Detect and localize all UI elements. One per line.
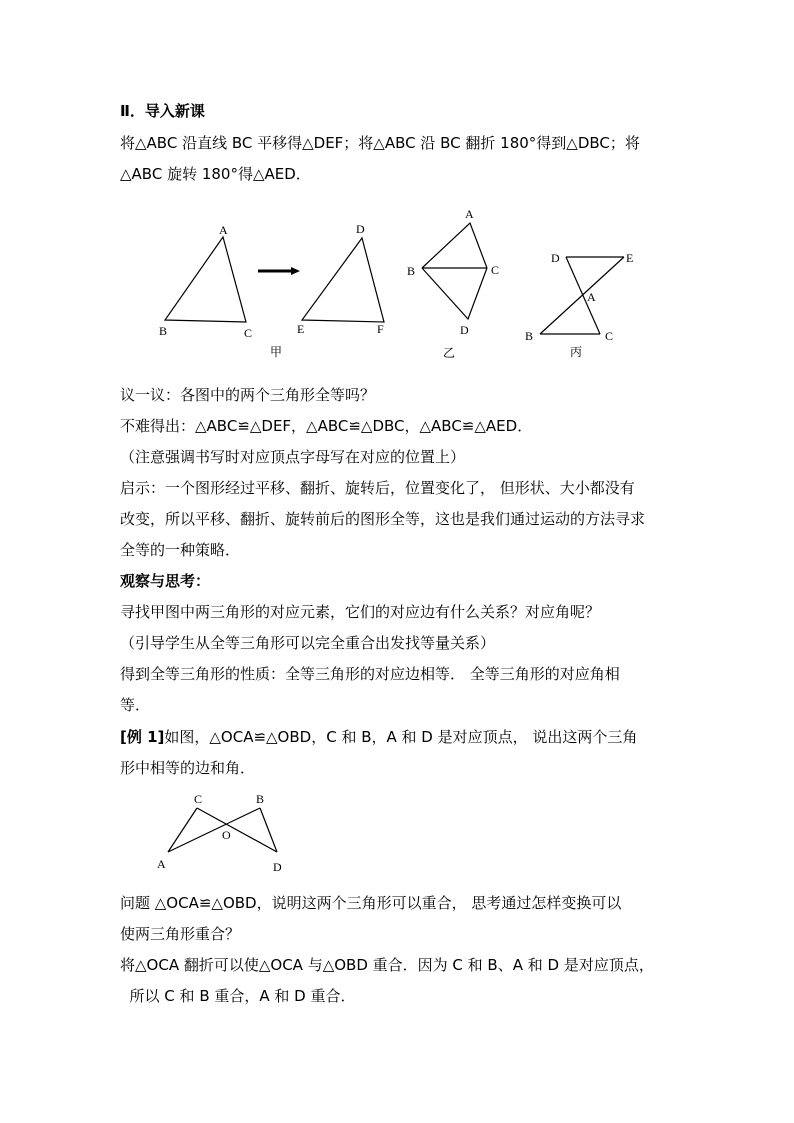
intro-line-2: △ABC 旋转 180°得△AED． bbox=[120, 165, 311, 183]
hint-line-2: 改变，所以平移、翻折、旋转前后的图形全等，这也是我们通过运动的方法寻求 bbox=[120, 510, 646, 528]
label-b: B bbox=[159, 324, 168, 338]
observe-title: 观察与思考： bbox=[120, 572, 211, 590]
discuss-answer: 不难得出：△ABC≌△DEF，△ABC≌△DBC，△ABC≌△AED． bbox=[120, 417, 533, 435]
example-line-2: 形中相等的边和角． bbox=[120, 759, 256, 777]
label-o: O bbox=[222, 828, 231, 842]
label-d: D bbox=[273, 860, 282, 874]
observe-guide: （引导学生从全等三角形可以完全重合出发找等量关系） bbox=[120, 634, 496, 652]
triangles-oca-obd bbox=[157, 792, 282, 874]
problem-line-3: 将△OCA 翻折可以使△OCA 与△OBD 重合．因为 C 和 B、A 和 D 是对应顶点， bbox=[120, 956, 654, 974]
problem-line-2: 使两三角形重合？ bbox=[120, 925, 241, 943]
label-a: A bbox=[587, 290, 596, 304]
example-line-1 bbox=[120, 727, 680, 747]
observe-question: 寻找甲图中两三角形的对应元素，它们的对应边有什么关系？对应角呢？ bbox=[120, 603, 601, 621]
oca-obd-figure bbox=[0, 785, 794, 880]
triangles-abc-dbc-yi bbox=[407, 207, 499, 337]
problem-line-1: 问题 △OCA≌△OBD，说明这两个三角形可以重合， 思考通过怎样变换可以 bbox=[120, 894, 622, 912]
label-a: A bbox=[219, 223, 228, 237]
label-c: C bbox=[244, 326, 253, 340]
hint-line-3: 全等的一种策略． bbox=[120, 541, 241, 559]
hint-line-1: 启示：一个图形经过平移、翻折、旋转后，位置变化了， 但形状、大小都没有 bbox=[120, 479, 635, 497]
label-a: A bbox=[465, 207, 474, 221]
label-c: C bbox=[491, 263, 500, 277]
label-d: D bbox=[460, 323, 469, 337]
label-c: C bbox=[605, 329, 614, 343]
discuss-question: 议一议：各图中的两个三角形全等吗？ bbox=[120, 386, 376, 404]
section-title: Ⅱ．导入新课 bbox=[120, 102, 205, 120]
triangles-abc-aed-bing bbox=[525, 251, 633, 343]
caption-jia: 甲 bbox=[270, 345, 283, 359]
property-line-1: 得到全等三角形的性质：全等三角形的对应边相等． 全等三角形的对应角相 bbox=[120, 665, 620, 683]
triangle-def-jia bbox=[297, 222, 384, 336]
label-e: E bbox=[297, 322, 305, 336]
label-b: B bbox=[256, 792, 265, 806]
label-c: C bbox=[194, 792, 203, 806]
label-a: A bbox=[157, 857, 166, 871]
translation-arrow-icon bbox=[258, 267, 300, 275]
label-b: B bbox=[525, 329, 534, 343]
transformations-figure bbox=[0, 200, 794, 370]
property-line-2: 等． bbox=[120, 696, 151, 714]
label-f: F bbox=[377, 322, 384, 336]
example-text: 如图，△OCA≌△OBD，C 和 B，A 和 D 是对应顶点， 说出这两个三角 bbox=[164, 728, 638, 746]
label-d: D bbox=[356, 222, 365, 236]
triangle-abc-jia bbox=[159, 223, 252, 340]
label-b: B bbox=[407, 264, 416, 278]
discuss-note: （注意强调书写时对应顶点字母写在对应的位置上） bbox=[120, 448, 466, 466]
label-e: E bbox=[626, 251, 634, 265]
caption-bing: 丙 bbox=[570, 345, 583, 359]
caption-yi: 乙 bbox=[443, 346, 456, 360]
label-d: D bbox=[551, 251, 560, 265]
example-tag: [例 1] bbox=[120, 728, 165, 746]
problem-line-4: 所以 C 和 B 重合，A 和 D 重合． bbox=[120, 987, 356, 1005]
intro-line-1: 将△ABC 沿直线 BC 平移得△DEF；将△ABC 沿 BC 翻折 180°得到△DBC；将 bbox=[120, 134, 640, 152]
